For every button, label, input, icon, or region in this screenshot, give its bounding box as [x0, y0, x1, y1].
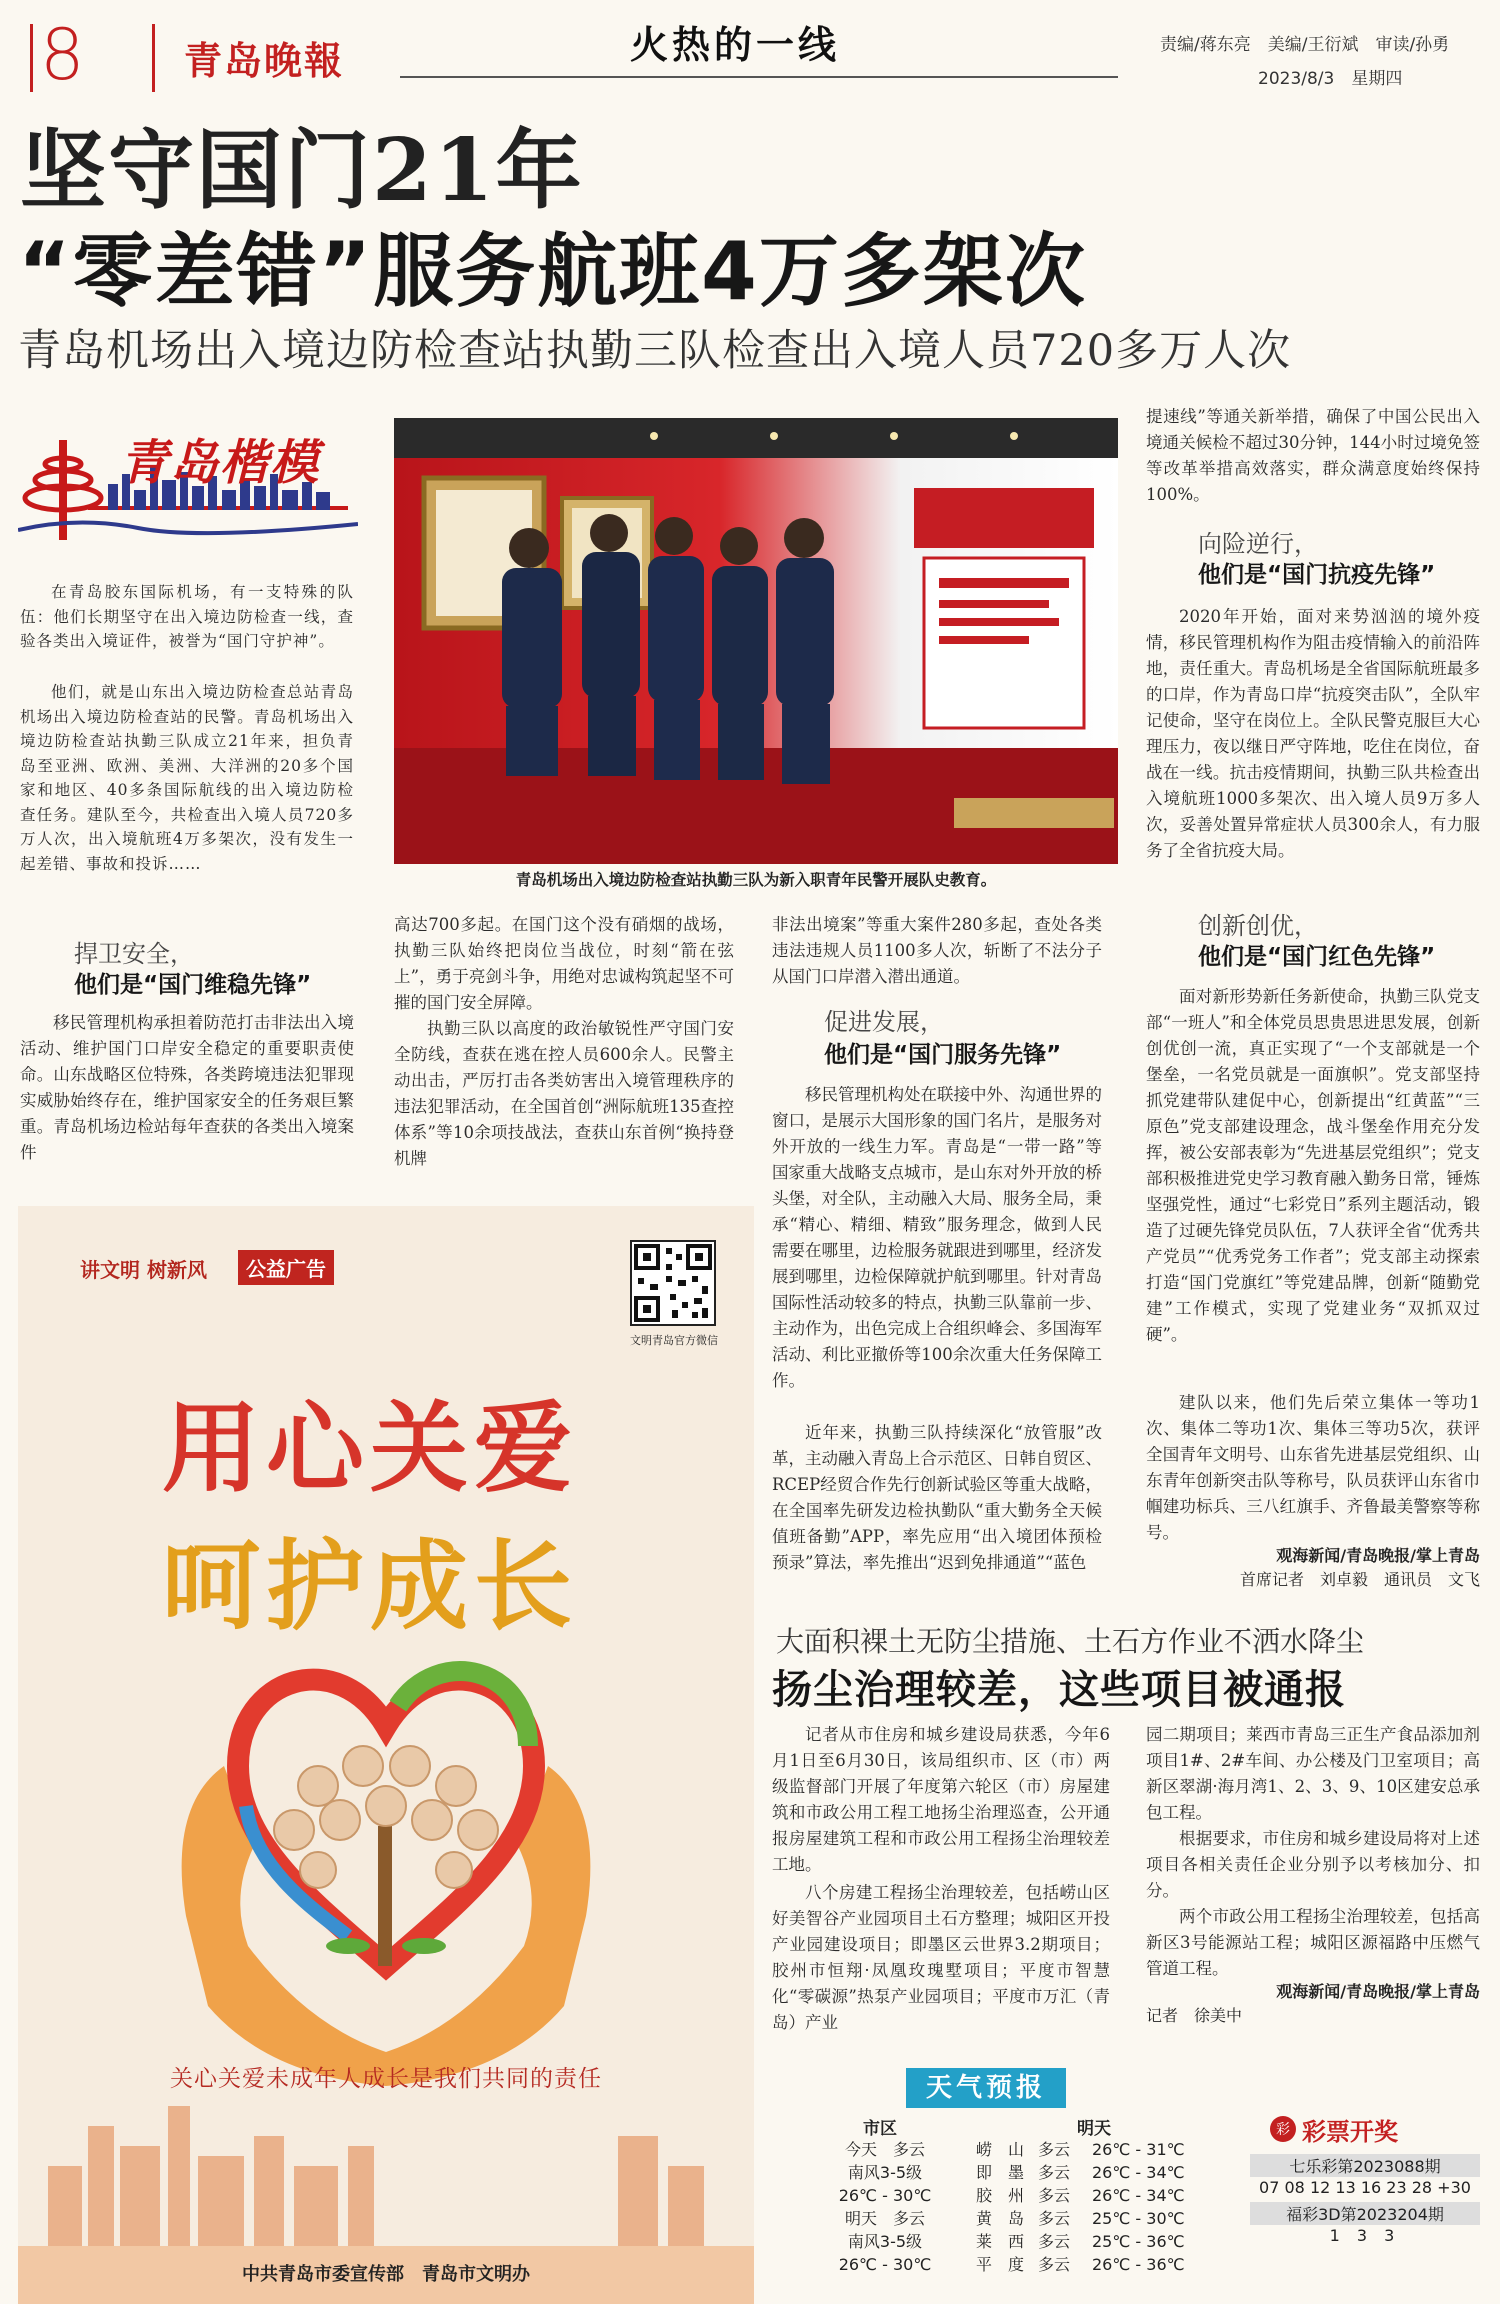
weather-district-name: 即 墨 [976, 2163, 1025, 2182]
weather-district-temp: 26℃ - 34℃ [1092, 2163, 1185, 2182]
article-paragraph: 两个市政公用工程扬尘治理较差，包括高新区3号能源站工程；城阳区源福路中压燃气管道工程。 [1146, 1907, 1480, 1978]
qr-code-icon [630, 1240, 716, 1326]
masthead-rule-left [30, 24, 33, 92]
lottery-title: 彩票开奖 [1302, 2118, 1398, 2146]
weather-districts [976, 2138, 1226, 2276]
article-photo [394, 418, 1118, 864]
weather-district-cond: 多云 [1038, 2232, 1071, 2251]
weather-district-row [976, 2161, 1226, 2184]
article-paragraph: 近年来，执勤三队持续深化“放管服”改革，主动融入青岛上合示范区、日韩自贸区、RCEP经贸合作先行创新试验区等重大战略，在全国率先研发边检执勤队“重大勤务全天候值班备勤”APP，率先应用“出入境团体预检预录”算法，率先推出“迟到免排通道”“蓝色 [772, 1423, 1102, 1572]
weather-district-name: 平 度 [976, 2255, 1025, 2274]
ad-title-1: 用心关爱 [162, 1392, 579, 1506]
headline-title-2: “零差错”服务航班4万多架次 [18, 225, 1087, 318]
weather-district-temp: 26℃ - 36℃ [1092, 2255, 1185, 2274]
weather-district-name: 胶 州 [976, 2186, 1025, 2205]
weather-title: 天气预报 [906, 2068, 1066, 2108]
svg-text:彩: 彩 [1276, 2122, 1290, 2138]
subhead-title: 他们是“国门红色先锋” [1198, 944, 1436, 970]
weather-district-name: 莱 西 [976, 2232, 1025, 2251]
ad-title-2: 呵护成长 [162, 1530, 579, 1644]
subhead-title: 他们是“国门抗疫先锋” [1198, 562, 1436, 588]
weather-district-row [976, 2230, 1226, 2253]
article-paragraph: 根据要求，市住房和城乡建设局将对上述项目各相关责任企业分别予以考核加分、扣分。 [1146, 1829, 1480, 1900]
article-paragraph: 提速线”等通关新举措，确保了中国公民出入境通关候检不超过30分钟，144小时过境免签等改革举措高效落实，群众满意度始终保持100%。 [1146, 407, 1480, 504]
ad-slogan: 关心关爱未成年人成长是我们共同的责任 [170, 2066, 602, 2092]
article-paragraph: 记者从市住房和城乡建设局获悉，今年6月1日至6月30日，该局组织市、区（市）两级监督部门开展了年度第六轮区（市）房屋建筑和市政公用工程工地扬尘治理巡查，公开通报房屋建筑工程和市政公用工程扬尘治理较差工地。 [772, 1725, 1110, 1874]
article-paragraph: 非法出境案”等重大案件280多起，查处各类违法违规人员1100多人次，斩断了不法分子从国门口岸潜入潜出通道。 [772, 915, 1102, 986]
weather-urban-line: 南风3-5级 [847, 2163, 923, 2182]
article2-credit [1146, 1980, 1480, 2028]
subhead-lead: 创新创优， [1198, 912, 1318, 940]
subhead-title: 他们是“国门服务先锋” [824, 1042, 1062, 1068]
editors-line: 责编/蒋东亮 美编/王衍斌 审读/孙勇 [1160, 35, 1450, 55]
masthead-rule-right [152, 24, 155, 92]
weather-district-row [976, 2207, 1226, 2230]
article-credit [1146, 1544, 1480, 1592]
weather-district-name: 崂 山 [976, 2140, 1025, 2159]
article-paragraph: 移民管理机构处在联接中外、沟通世界的窗口，是展示大国形象的国门名片，是服务对外开放的一线生力军。青岛是“一带一路”等国家重大战略支点城市，是山东对外开放的桥头堡，对全队，主动融入大局、服务全局，秉承“精心、精细、精致”服务理念，做到人民需要在哪里，边检服务就跟进到哪里，经济发展到哪里，边检保障就护航到哪里。针对青岛国际性活动较多的特点，执勤三队靠前一步、主动作为，出色完成上合组织峰会、多国海军活动、利比亚撤侨等100余次重大任务保障工作。 [772, 1085, 1102, 1390]
lottery-game-1: 七乐彩第2023088期 [1250, 2154, 1480, 2177]
weather-tomorrow-label: 明天 [1077, 2119, 1111, 2139]
weather-district-temp: 26℃ - 31℃ [1092, 2140, 1185, 2159]
credit-outlet: 观海新闻/青岛晚报/掌上青岛 [1276, 1546, 1480, 1565]
weather-urban-line: 26℃ - 30℃ [838, 2186, 932, 2205]
weather-district-temp: 26℃ - 34℃ [1092, 2186, 1185, 2205]
paper-name: 青岛晚報 [184, 38, 345, 83]
subhead-lead: 促进发展， [824, 1008, 944, 1036]
credit-reporters: 记者 徐美中 [1146, 2006, 1243, 2025]
article-paragraph: 移民管理机构承担着防范打击非法出入境活动、维护国门口岸安全稳定的重要职责使命。山东战略区位特殊，各类跨境违法犯罪现实威胁始终存在，维护国家安全的任务艰巨繁重。青岛机场边检站每年查获的各类出入境案件 [20, 1013, 354, 1162]
subhead-title: 他们是“国门维稳先锋” [74, 972, 312, 998]
weather-district-temp: 25℃ - 36℃ [1092, 2232, 1185, 2251]
subhead-lead: 向险逆行， [1198, 530, 1318, 558]
lottery-numbers-1: 07 08 12 13 16 23 28 +30 [1259, 2178, 1471, 2197]
lottery-game-2: 福彩3D第2023204期 [1250, 2202, 1480, 2225]
article-paragraph: 2020年开始，面对来势汹汹的境外疫情，移民管理机构作为阻击疫情输入的前沿阵地，责任重大。青岛机场是全省国际航班最多的口岸，作为青岛口岸“抗疫突击队”，全队牢记使命，坚守在岗位上。全队民警克服巨大心理压力，夜以继日严守阵地，吃住在岗位，奋战在一线。抗击疫情期间，执勤三队共检查出入境航班1000多架次、出入境人员9万多人次，妥善处置异常症状人员300余人，有力服务了全省抗疫大局。 [1146, 607, 1480, 860]
weather-urban-line: 26℃ - 30℃ [838, 2255, 932, 2274]
article-paragraph: 高达700多起。在国门这个没有硝烟的战场，执勤三队始终把岗位当战位，时刻“箭在弦上”，勇于亮剑斗争，用绝对忠诚构筑起坚不可摧的国门安全屏障。 [394, 915, 734, 1012]
article-paragraph: 执勤三队以高度的政治敏锐性严守国门安全防线，查获在逃在控人员600余人。民警主动出击，严厉打击各类妨害出入境管理秩序的违法犯罪活动，在全国首创“洲际航班135查控体系”等10余项技战法，查获山东首例“换持登机牌 [394, 1019, 734, 1168]
weather-urban [820, 2138, 950, 2276]
weather-district-cond: 多云 [1038, 2209, 1071, 2228]
article2-headline: 扬尘治理较差，这些项目被通报 [772, 1667, 1346, 1713]
lottery-icon [1268, 2114, 1298, 2144]
weather-urban-label: 市区 [863, 2119, 897, 2139]
headline-subtitle: 青岛机场出入境边防检查站执勤三队检查出入境人员720多万人次 [18, 326, 1292, 376]
article-paragraph: 八个房建工程扬尘治理较差，包括崂山区好美智谷产业园项目土石方整理；城阳区开投产业园建设项目；即墨区云世界3.2期项目；胶州市恒翔·凤凰玫瑰墅项目；平度市智慧化“零碳源”热泵产业园项目；平度市万汇（青岛）产业 [772, 1883, 1110, 2032]
article2-kicker: 大面积裸土无防尘措施、土石方作业不洒水降尘 [776, 1625, 1365, 1658]
weather-district-cond: 多云 [1038, 2186, 1071, 2205]
article-intro: 在青岛胶东国际机场，有一支特殊的队伍：他们长期坚守在出入境边防检查一线，查验各类出入境证件，被誉为“国门守护神”。 [20, 583, 354, 650]
ad-sponsors: 中共青岛市委宣传部 青岛市文明办 [242, 2264, 530, 2285]
logo-text: 青岛楷模 [120, 435, 321, 491]
weather-urban-line: 明天 多云 [844, 2209, 925, 2228]
weather-district-row [976, 2253, 1226, 2276]
page-number: 8 [40, 14, 85, 96]
weather-district-row [976, 2138, 1226, 2161]
subhead-lead: 捍卫安全， [74, 940, 194, 968]
weather-district-row [976, 2184, 1226, 2207]
ad-tagline: 讲文明 树新风 [80, 1258, 207, 1282]
weather-district-cond: 多云 [1038, 2163, 1071, 2182]
article-paragraph: 他们，就是山东出入境边防检查总站青岛机场出入境边防检查站的民警。青岛机场出入境边防检查站执勤三队成立21年来，担负青岛至亚洲、欧洲、美洲、大洋洲的20多个国家和地区、40多条国际航线的出入境边防检查任务。建队至今，共检查出入境人员720多万人次，出入境航班4万多架次，没有发生一起差错、事故和投诉…… [20, 683, 354, 873]
credit-outlet: 观海新闻/青岛晚报/掌上青岛 [1276, 1982, 1480, 2001]
section-rule [400, 76, 1118, 78]
weather-urban-line: 南风3-5级 [847, 2232, 923, 2251]
section-title: 火热的一线 [630, 23, 841, 67]
lottery-numbers-2: 1 3 3 [1329, 2226, 1401, 2245]
issue-date: 2023/8/3 星期四 [1258, 69, 1403, 89]
credit-reporters: 首席记者 刘卓毅 通讯员 文飞 [1239, 1570, 1480, 1589]
weather-urban-line: 今天 多云 [844, 2140, 925, 2159]
article-paragraph: 面对新形势新任务新使命，执勤三队党支部“一班人”和全体党员思贵思进思发展，创新创优创一流，真正实现了“一个支部就是一个堡垒，一名党员就是一面旗帜”。党支部坚持抓党建带队建促中心，创新提出“红黄蓝”“三原色”党支部建设理念，战斗堡垒作用充分发挥，被公安部表彰为“先进基层党组织”；党支部积极推进党史学习教育融入勤务日常，锤炼坚强党性，通过“七彩党日”系列主题活动，锻造了过硬先锋党员队伍，7人获评全省“优秀共产党员”“优秀党务工作者”；党支部主动探索打造“国门党旗红”等党建品牌，创新“随勤党建”工作模式，实现了党建业务“双抓双过硬”。 [1146, 987, 1480, 1344]
headline-title-1: 坚守国门21年 [20, 120, 584, 221]
article-paragraph: 建队以来，他们先后荣立集体一等功1次、集体二等功1次、集体三等功5次，获评全国青年文明号、山东省先进基层党组织、山东青年创新突击队等称号，队员获评山东省巾帼建功标兵、三八红旗手、齐鲁最美警察等称号。 [1146, 1393, 1480, 1542]
ad-badge: 公益广告 [238, 1250, 334, 1285]
weather-district-cond: 多云 [1038, 2140, 1071, 2159]
weather-district-cond: 多云 [1038, 2255, 1071, 2274]
photo-caption: 青岛机场出入境边防检查站执勤三队为新入职青年民警开展队史教育。 [515, 871, 997, 889]
qr-caption: 文明青岛官方微信 [630, 1334, 718, 1347]
weather-district-temp: 25℃ - 30℃ [1092, 2209, 1185, 2228]
article-paragraph: 园二期项目；莱西市青岛三正生产食品添加剂项目1#、2#车间、办公楼及门卫室项目；高新区翠湖·海月湾1、2、3、9、10区建安总承包工程。 [1146, 1725, 1480, 1822]
weather-district-name: 黄 岛 [976, 2209, 1025, 2228]
